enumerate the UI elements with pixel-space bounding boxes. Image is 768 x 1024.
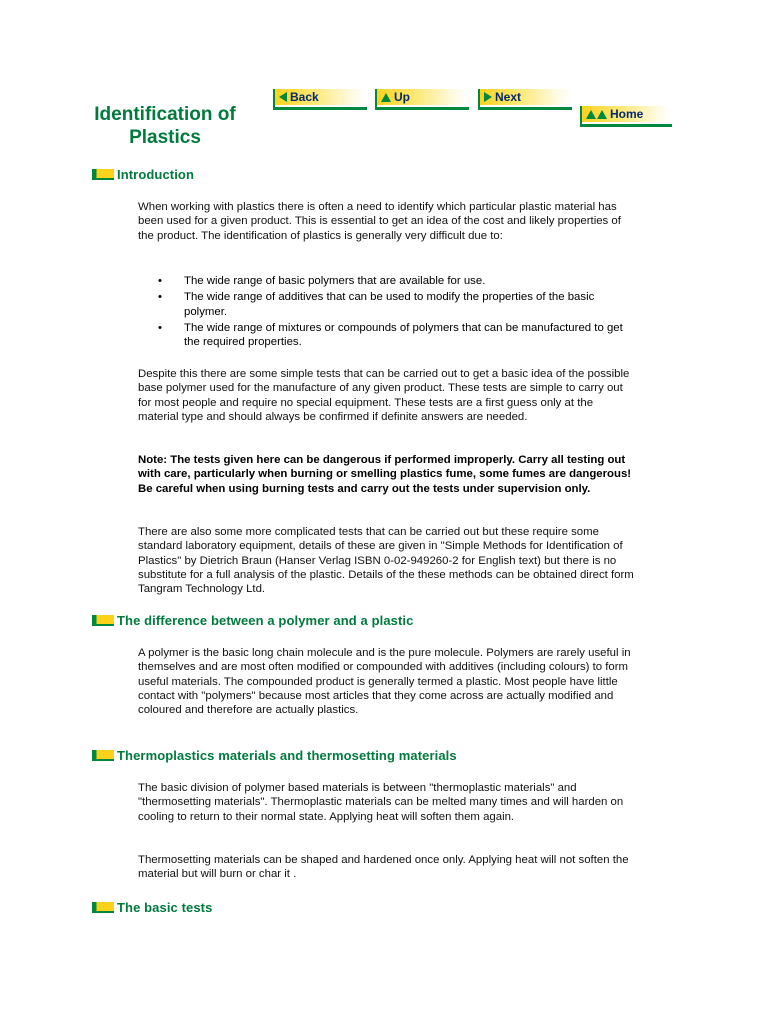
back-label: Back: [290, 90, 319, 104]
next-label: Next: [495, 90, 522, 104]
safety-note: Note: The tests given here can be dangerous if performed improperly. Carry all testing out with care, particularly when burning or smelling plastics fume, some fumes are dangerous! Be careful when using burning tests and carry out the tests under supervision only.: [138, 454, 632, 495]
arrow-up-icon: [381, 93, 391, 102]
page-title: Identification of Plastics: [94, 104, 236, 148]
up-label: Up: [394, 90, 410, 104]
back-button[interactable]: [273, 89, 367, 105]
section-heading-introduction: [92, 167, 194, 182]
arrow-right-icon: [484, 92, 492, 102]
intro-paragraph-1: When working with plastics there is often a need to identify which particular plastic material has been used for a given product. This is essential to get an idea of the cost and likely properties of the product. The identification of plastics is generally very difficult due to:: [138, 201, 621, 242]
home-button[interactable]: [580, 106, 672, 122]
thermo-paragraph-1: The basic division of polymer based materials is between "thermoplastic materials" and "thermosetting materials". Thermoplastic materials can be melted many times and will harden on cooling to return to their normal state. Applying heat will soften them again.: [138, 782, 624, 823]
section-heading-text: Introduction: [117, 167, 195, 182]
section-bullet-icon: [92, 750, 114, 761]
section-bullet-icon: [92, 169, 114, 180]
list-item: • The wide range of basic polymers that are available for use.: [138, 274, 636, 288]
section-heading-text: The difference between a polymer and a plastic: [117, 613, 414, 628]
polymer-paragraph: A polymer is the basic long chain molecule and is the pure molecule. Polymers are rarely useful in themselves and are most often modified or compounded with additives (including colours) to form useful materials. The compounded product is generally termed a plastic. Most people have little contact with "polymers" because most articles that they come across are actually modified and coloured and therefore are actually plastics.: [138, 647, 631, 717]
list-item: • The wide range of mixtures or compounds of polymers that can be manufactured to get the required properties.: [138, 321, 636, 350]
next-button[interactable]: [478, 89, 572, 105]
intro-bullet-list: [138, 274, 636, 351]
up-button[interactable]: [375, 89, 469, 105]
section-heading-thermoplastics: [92, 748, 457, 763]
intro-paragraph-2: Despite this there are some simple tests that can be carried out to get a basic idea of the possible base polymer used for the manufacture of any given product. These tests are simple to carry out for most people and require no special equipment. These tests are a first guess only at the material type and should always be confirmed if definite answers are needed.: [138, 368, 630, 423]
home-label: Home: [610, 107, 644, 121]
list-item: • The wide range of additives that can be used to modify the properties of the basic polymer.: [138, 290, 636, 319]
section-heading-text: The basic tests: [117, 900, 213, 915]
thermo-paragraph-2: Thermosetting materials can be shaped and hardened once only. Applying heat will not soften the material but will burn or char it .: [138, 854, 629, 881]
section-heading-polymer-vs-plastic: [92, 613, 413, 628]
section-heading-basic-tests: [92, 900, 212, 915]
intro-paragraph-3: There are also some more complicated tests that can be carried out but these require some standard laboratory equipment, details of these are given in "Simple Methods for Identification of Plastics" by Dietrich Braun (Hanser Verlag ISBN 0-02-949260-2 for English text) but there is no substitute for a full analysis of the plastic. Details of the these methods can be obtained direct form Tangram Technology Ltd.: [138, 526, 634, 596]
home-arrow-icon: [586, 110, 596, 119]
section-bullet-icon: [92, 615, 114, 626]
home-arrow-icon: [597, 110, 607, 119]
arrow-left-icon: [279, 92, 287, 102]
section-heading-text: Thermoplastics materials and thermosetting materials: [117, 748, 457, 763]
section-bullet-icon: [92, 902, 114, 913]
